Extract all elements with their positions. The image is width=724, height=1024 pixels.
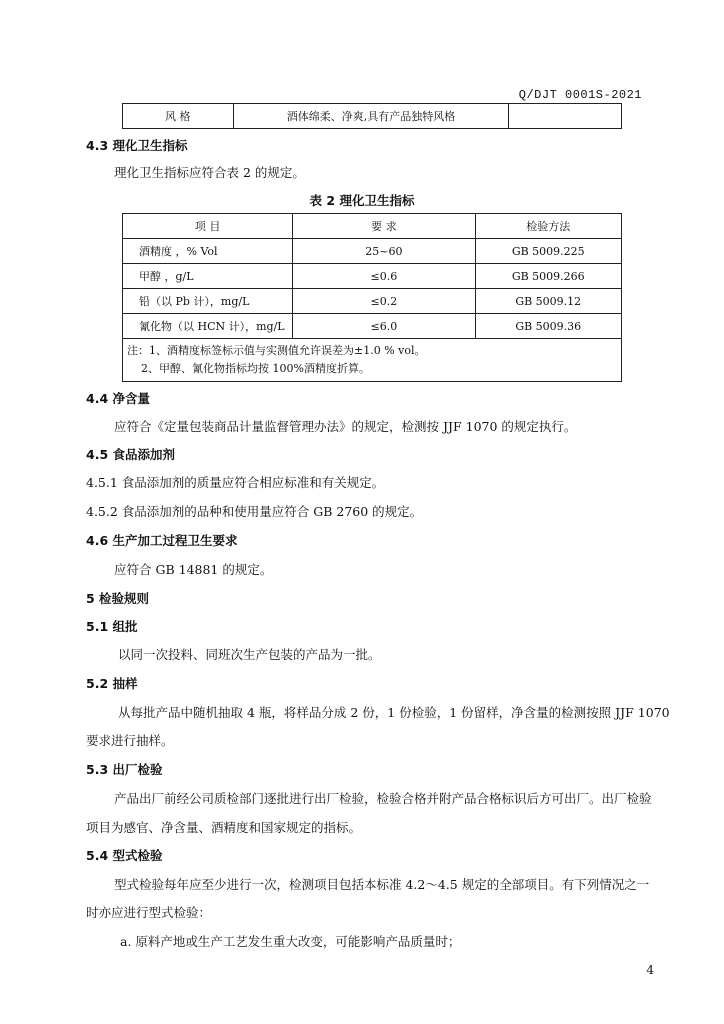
section-heading: 4.4 净含量 <box>86 391 150 406</box>
table-cell: 氰化物（以 HCN 计），mg/L <box>123 314 293 339</box>
table-cell: GB 5009.36 <box>475 314 622 339</box>
paragraph: 应符合 GB 14881 的规定。 <box>114 562 273 577</box>
note-line: 2、甲醇、氰化物指标均按 100%酒精度折算。 <box>141 362 370 375</box>
section-heading: 5 检验规则 <box>86 591 150 606</box>
section-heading: 4.5 食品添加剂 <box>86 447 175 462</box>
sensory-table-tail <box>122 103 622 129</box>
paragraph: 4.5.2 食品添加剂的品种和使用量应符合 GB 2760 的规定。 <box>86 504 423 519</box>
section-heading: 5.1 组批 <box>86 619 138 634</box>
section-heading: 5.3 出厂检验 <box>86 762 163 777</box>
document-code: Q/DJT 0001S-2021 <box>518 88 642 102</box>
table-row <box>123 264 622 289</box>
table-row <box>123 289 622 314</box>
list-item: a. 原料产地或生产工艺发生重大改变，可能影响产品质量时； <box>120 934 461 949</box>
paragraph: 4.5.1 食品添加剂的质量应符合相应标准和有关规定。 <box>86 475 385 490</box>
table-cell: 风 格 <box>123 104 234 129</box>
table-header: 项 目 <box>123 214 293 239</box>
table-cell <box>509 104 622 129</box>
table-cell: 酒精度 ，% Vol <box>123 239 293 264</box>
paragraph: 要求进行抽样。 <box>86 733 174 748</box>
paragraph: 型式检验每年应至少进行一次，检测项目包括本标准 4.2～4.5 规定的全部项目。有下列情况之一 <box>114 877 650 892</box>
paragraph: 时亦应进行型式检验： <box>86 905 212 920</box>
physicochemical-table <box>122 213 622 382</box>
paragraph: 理化卫生指标应符合表 2 的规定。 <box>114 165 305 180</box>
table-cell: GB 5009.225 <box>475 239 622 264</box>
table-row <box>123 314 622 339</box>
table-cell: 甲醇 ，g/L <box>123 264 293 289</box>
table-cell: 25~60 <box>293 239 475 264</box>
paragraph: 以同一次投料、同班次生产包装的产品为一批。 <box>118 647 381 662</box>
table-note-row <box>123 339 622 382</box>
paragraph: 项目为感官、净含量、酒精度和国家规定的指标。 <box>86 820 362 835</box>
table-cell: ≤0.2 <box>293 289 475 314</box>
table-header: 检验方法 <box>475 214 622 239</box>
paragraph: 从每批产品中随机抽取 4 瓶，将样品分成 2 份，1 份检验，1 份留样，净含量的检测按照 JJF 1070 <box>118 705 670 720</box>
page-number: 4 <box>646 963 654 977</box>
paragraph: 产品出厂前经公司质检部门逐批进行出厂检验，检验合格并附产品合格标识后方可出厂。出厂检验 <box>114 791 652 806</box>
table-cell: GB 5009.12 <box>475 289 622 314</box>
table-row <box>123 104 622 129</box>
table-note <box>123 339 622 382</box>
section-heading: 4.6 生产加工过程卫生要求 <box>86 533 238 548</box>
note-line: 注：1、酒精度标签标示值与实测值允许误差为±1.0 % vol。 <box>127 344 426 357</box>
table-header-row <box>123 214 622 239</box>
section-heading: 5.4 型式检验 <box>86 848 163 863</box>
table-cell: ≤0.6 <box>293 264 475 289</box>
table-header: 要 求 <box>293 214 475 239</box>
table-cell: 铅（以 Pb 计），mg/L <box>123 289 293 314</box>
table-cell: 酒体绵柔、净爽,具有产品独特风格 <box>233 104 509 129</box>
paragraph: 应符合《定量包装商品计量监督管理办法》的规定，检测按 JJF 1070 的规定执行。 <box>114 419 577 434</box>
section-heading: 4.3 理化卫生指标 <box>86 138 188 153</box>
table-row <box>123 239 622 264</box>
table-cell: ≤6.0 <box>293 314 475 339</box>
table-title: 表 2 理化卫生指标 <box>309 193 415 208</box>
section-heading: 5.2 抽样 <box>86 676 138 691</box>
table-cell: GB 5009.266 <box>475 264 622 289</box>
